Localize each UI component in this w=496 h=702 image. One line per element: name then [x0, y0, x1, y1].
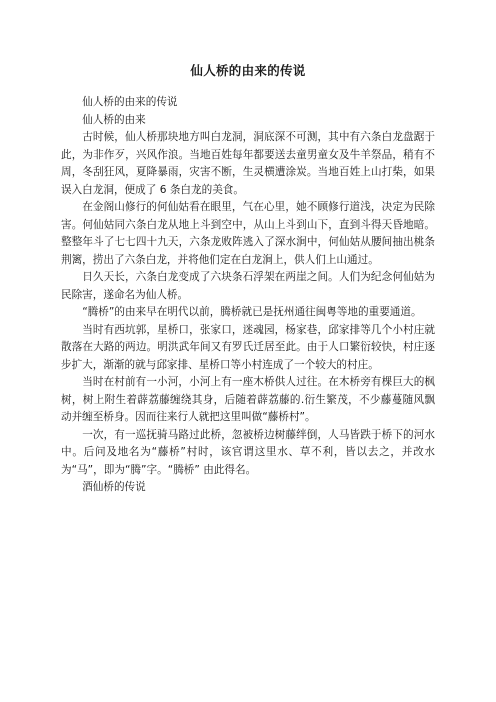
section-heading: 酒仙桥的传说: [82, 481, 146, 493]
document-title: 仙人桥的由来的传说: [190, 63, 306, 78]
section-heading: 仙人桥的由来: [82, 113, 146, 126]
body-paragraph: “腾桥”的由来早在明代以前，腾桥就已是抚州通往闽粤等地的重要通道。: [82, 306, 422, 318]
body-paragraph: 日久天长，六条白龙变成了六块条石浮架在两崖之间。人们为纪念何仙姑为民除害，遂命名为仙人桥。: [61, 271, 435, 301]
body-paragraph: 一次，有一巡抚骑马路过此桥，忽被桥边树藤绊倒，人马皆跌于桥下的河水中。后问及地名为“藤桥”村时，该官谓这里水、草不利，皆以去之，并改水为“马”，即为“腾”字。“腾桥” 由此得名。: [61, 428, 435, 476]
body-paragraph: 当时在村前有一小河，小河上有一座木桥供人过往。在木桥旁有棵巨大的枫树，树上附生着薜荔藤缠绕其身，后随着薜荔藤的.衍生繁茂，不少藤蔓随风飘动并缠至桥身。因而往来行人就把这里叫做“藤桥村”。: [61, 376, 435, 423]
subtitle-paragraph: 仙人桥的由来的传说: [82, 96, 178, 108]
body-paragraph: 古时候，仙人桥那块地方叫白龙洞，洞底深不可测，其中有六条白龙盘踞于此，为非作歹，兴风作浪。当地百姓每年都要送去童男童女及牛羊祭品，稍有不周，冬刮狂风，夏降暴雨，灾害不断，生灵横遭涂炭。当地百姓上山打柴，如果误入白龙洞，便成了 6 条白龙的美食。: [61, 131, 435, 196]
body-paragraph: 在金阁山修行的何仙姑看在眼里，气在心里，她不顾修行道浅，决定为民除害。何仙姑同六条白龙从地上斗到空中，从山上斗到山下，直到斗得天昏地暗。整整年斗了七七四十九天，六条龙败阵逃入了深水涧中，何仙姑从腰间抽出桃条荆篱，捞出了六条白龙，并将他们定在白龙涧上，供人们上山通过。: [61, 201, 435, 266]
body-paragraph: 当时有西坑郭，星桥口，张家口，迷魂园，杨家巷，邱家排等几个小村庄就散落在大路的两边。明洪武年间又有罗氏迁居至此。由于人口繁衍较快，村庄逐步扩大，渐渐的就与邱家排、星桥口等小村连成了一个较大的村庄。: [61, 323, 435, 371]
document-body: [61, 94, 435, 497]
